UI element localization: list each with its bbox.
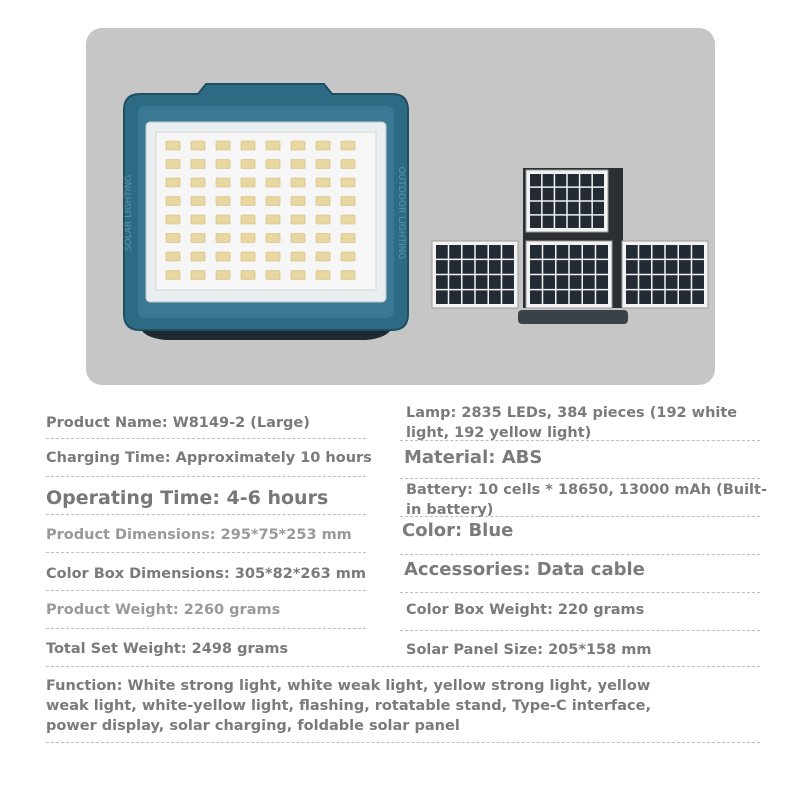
row-divider [46, 438, 366, 439]
spec-operating-time: Operating Time: 4-6 hours [46, 487, 329, 509]
led-chip [166, 215, 180, 224]
solar-cell [463, 290, 475, 304]
solar-cell [679, 260, 691, 274]
solar-cell [570, 290, 582, 304]
solar-cell [555, 188, 566, 200]
led-chip [316, 234, 330, 243]
spec-charging-time: Charging Time: Approximately 10 hours [46, 450, 372, 466]
led-chip [316, 215, 330, 224]
led-chip [291, 178, 305, 187]
spec-solar-panel-size: Solar Panel Size: 205*158 mm [406, 642, 652, 658]
spec-color: Color: Blue [402, 520, 514, 541]
solar-cell [639, 245, 651, 259]
solar-cell [626, 275, 638, 289]
solar-cell [436, 290, 448, 304]
solar-cell [502, 275, 514, 289]
led-chip [266, 252, 280, 261]
solar-cell [692, 245, 704, 259]
solar-cell [557, 290, 569, 304]
solar-cell [639, 260, 651, 274]
solar-cell [557, 260, 569, 274]
led-chip [216, 160, 230, 169]
solar-cell [476, 275, 488, 289]
spec-function: Function: White strong light, white weak light, yellow strong light, yellow weak light, white-yellow light, flashing, rotatable stand, Type-C interface, power display, solar charging, foldable solar panel [46, 678, 651, 734]
led-chip [266, 178, 280, 187]
row-divider [46, 476, 366, 477]
spec-product-weight: Product Weight: 2260 grams [46, 602, 281, 618]
solar-cell [679, 275, 691, 289]
solar-cell [543, 188, 554, 200]
led-chip [316, 252, 330, 261]
led-chip [191, 271, 205, 280]
solar-cell [593, 202, 604, 214]
row-divider [400, 516, 760, 517]
solar-panel-top [526, 170, 608, 232]
row-divider [46, 742, 760, 743]
solar-cell [583, 245, 595, 259]
led-chip [166, 141, 180, 150]
solar-cell [596, 245, 608, 259]
solar-cell [666, 260, 678, 274]
spec-lamp: Lamp: 2835 LEDs, 384 pieces (192 white light, 192 yellow light) [406, 405, 738, 441]
led-chip [341, 160, 355, 169]
solar-cell [692, 260, 704, 274]
flood-light-lamp [124, 84, 408, 340]
solar-cell [679, 290, 691, 304]
solar-cell [502, 260, 514, 274]
solar-cell [489, 245, 501, 259]
led-chip [266, 141, 280, 150]
solar-cell [489, 290, 501, 304]
row-divider [46, 552, 366, 553]
led-chip [241, 271, 255, 280]
led-chip [166, 197, 180, 206]
led-chip [266, 197, 280, 206]
led-chip [191, 234, 205, 243]
led-chip [241, 252, 255, 261]
spec-box-dimensions: Color Box Dimensions: 305*82*263 mm [46, 566, 366, 582]
led-chip [291, 160, 305, 169]
led-chip [166, 271, 180, 280]
led-chip [216, 197, 230, 206]
led-chip [241, 215, 255, 224]
solar-cell [489, 275, 501, 289]
solar-cell [449, 275, 461, 289]
row-divider [46, 590, 366, 591]
solar-cell [639, 290, 651, 304]
led-chip [341, 252, 355, 261]
solar-cell [436, 245, 448, 259]
solar-cell [570, 275, 582, 289]
solar-panel-center [526, 241, 612, 308]
solar-cell [543, 260, 555, 274]
solar-cell [530, 260, 542, 274]
led-chip [316, 271, 330, 280]
row-divider [46, 666, 760, 667]
led-chip [291, 197, 305, 206]
led-chip [266, 160, 280, 169]
solar-cell [476, 245, 488, 259]
led-chip [291, 271, 305, 280]
product-illustration [86, 28, 715, 385]
solar-cell [568, 188, 579, 200]
solar-cell [596, 275, 608, 289]
foldable-solar-panel [432, 168, 708, 324]
solar-cell [583, 275, 595, 289]
solar-cell [543, 216, 554, 228]
solar-cell [570, 245, 582, 259]
solar-cell [530, 188, 541, 200]
row-divider [400, 478, 760, 479]
led-chip [266, 271, 280, 280]
led-chip [291, 141, 305, 150]
solar-cell [555, 202, 566, 214]
led-chip [166, 252, 180, 261]
solar-cell [568, 216, 579, 228]
solar-cell [557, 245, 569, 259]
solar-cell [593, 188, 604, 200]
row-divider [400, 554, 760, 555]
spec-battery: Battery: 10 cells * 18650, 13000 mAh (Built-in battery) [406, 482, 767, 518]
spec-material: Material: ABS [404, 447, 543, 468]
led-chip [341, 178, 355, 187]
led-chip [191, 160, 205, 169]
solar-cell [692, 275, 704, 289]
solar-cell [463, 275, 475, 289]
solar-cell [463, 260, 475, 274]
led-chip [166, 234, 180, 243]
row-divider [46, 628, 366, 629]
solar-cell [626, 290, 638, 304]
led-chip [291, 252, 305, 261]
led-chip [341, 271, 355, 280]
solar-cell [502, 245, 514, 259]
led-chip [191, 197, 205, 206]
row-divider [400, 440, 760, 441]
led-chip [341, 234, 355, 243]
solar-cell [463, 245, 475, 259]
spec-total-weight: Total Set Weight: 2498 grams [46, 641, 289, 657]
solar-cell [580, 188, 591, 200]
side-label-right: OUTDOOR LIGHTING [396, 166, 406, 260]
solar-cell [580, 216, 591, 228]
led-chip [241, 141, 255, 150]
solar-cell [476, 260, 488, 274]
solar-cell [530, 216, 541, 228]
led-chip [216, 141, 230, 150]
solar-cell [570, 260, 582, 274]
led-chip [266, 234, 280, 243]
product-image-area [86, 28, 715, 385]
solar-cell [476, 290, 488, 304]
solar-cell [626, 245, 638, 259]
solar-cell [543, 275, 555, 289]
solar-cell [555, 174, 566, 186]
solar-cell [530, 245, 542, 259]
solar-cell [449, 290, 461, 304]
solar-cell [653, 245, 665, 259]
solar-cell [543, 290, 555, 304]
solar-cell [596, 260, 608, 274]
solar-cell [436, 275, 448, 289]
spec-accessories: Accessories: Data cable [404, 559, 645, 580]
side-label-left: SOLAR LIGHTING [124, 174, 134, 252]
led-chip [191, 215, 205, 224]
led-chip [216, 271, 230, 280]
led-chip [266, 215, 280, 224]
solar-cell [530, 202, 541, 214]
solar-cell [489, 260, 501, 274]
solar-cell [543, 202, 554, 214]
solar-cell [543, 245, 555, 259]
led-chip [291, 215, 305, 224]
row-divider [46, 514, 366, 515]
solar-cell [543, 174, 554, 186]
solar-cell [596, 290, 608, 304]
solar-cell [583, 290, 595, 304]
row-divider [400, 630, 760, 631]
solar-cell [436, 260, 448, 274]
solar-cell [580, 202, 591, 214]
solar-cell [530, 174, 541, 186]
led-chip [241, 234, 255, 243]
led-chip [216, 178, 230, 187]
led-chip [341, 197, 355, 206]
solar-cell [568, 174, 579, 186]
solar-cell [555, 216, 566, 228]
led-chip [216, 252, 230, 261]
spec-box-weight: Color Box Weight: 220 grams [406, 602, 645, 618]
solar-cell [653, 290, 665, 304]
solar-cell [530, 275, 542, 289]
solar-panel-right [622, 241, 708, 308]
solar-cell [639, 275, 651, 289]
solar-cell [530, 290, 542, 304]
led-chip [166, 160, 180, 169]
led-chip [241, 178, 255, 187]
led-chip [191, 178, 205, 187]
led-chip [341, 215, 355, 224]
solar-cell [449, 260, 461, 274]
spec-product-dimensions: Product Dimensions: 295*75*253 mm [46, 527, 352, 543]
spec-product-name: Product Name: W8149-2 (Large) [46, 415, 310, 431]
row-divider [400, 592, 760, 593]
solar-cell [679, 245, 691, 259]
solar-cell [593, 216, 604, 228]
led-chip [316, 178, 330, 187]
solar-cell [580, 174, 591, 186]
led-chip [241, 160, 255, 169]
solar-cell [626, 260, 638, 274]
solar-cell [653, 275, 665, 289]
solar-cell [502, 290, 514, 304]
solar-cell [666, 290, 678, 304]
led-chip [291, 234, 305, 243]
solar-cell [449, 245, 461, 259]
solar-cell [666, 245, 678, 259]
led-chip [166, 178, 180, 187]
led-chip [191, 252, 205, 261]
solar-cell [666, 275, 678, 289]
solar-cell [593, 174, 604, 186]
solar-cell [568, 202, 579, 214]
led-chip [316, 197, 330, 206]
led-chip [316, 160, 330, 169]
solar-cell [557, 275, 569, 289]
led-chip [216, 234, 230, 243]
solar-panel-left [432, 241, 518, 308]
led-chip [216, 215, 230, 224]
led-chip [241, 197, 255, 206]
led-chip [341, 141, 355, 150]
led-chip [316, 141, 330, 150]
solar-cell [653, 260, 665, 274]
led-chip [191, 141, 205, 150]
solar-cell [583, 260, 595, 274]
solar-cell [692, 290, 704, 304]
